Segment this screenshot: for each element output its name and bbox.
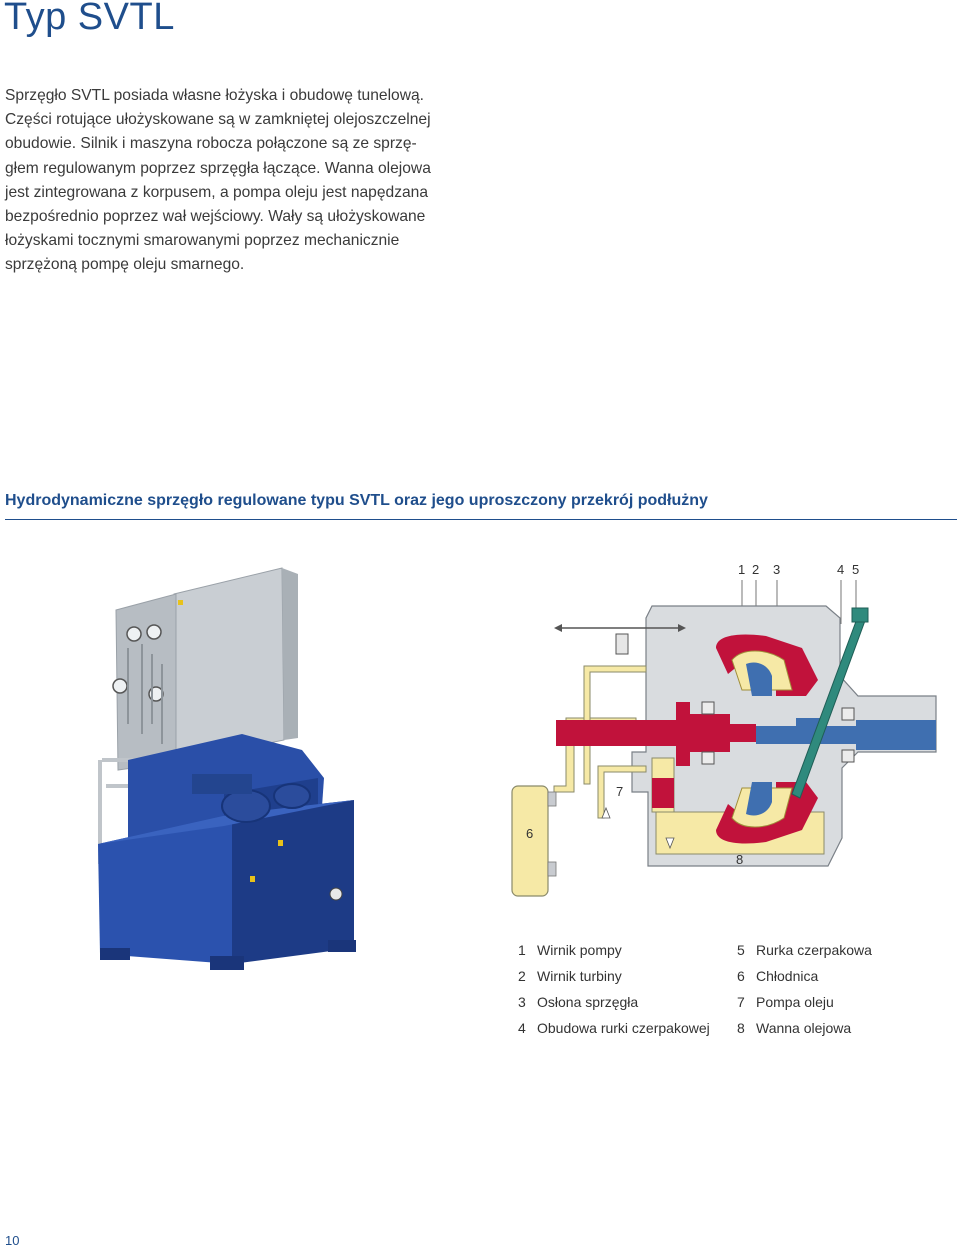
legend-item (518, 994, 737, 1020)
label-sump: 8 (736, 852, 744, 867)
intro-line: głem regulowanym poprzez sprzęgła łączące. Wanna olejowa (5, 159, 431, 177)
legend-number: 2 (518, 968, 526, 984)
legend-row (518, 1020, 948, 1046)
legend-label: Obudowa rurki czerpakowej (537, 1020, 710, 1036)
legend-number: 5 (737, 942, 745, 958)
intro-line: obudowie. Silnik i maszyna robocza połączone są ze sprzę- (5, 135, 417, 153)
legend-number: 6 (737, 968, 745, 984)
legend-label: Wirnik pompy (537, 942, 622, 958)
label-cooler: 6 (526, 826, 534, 841)
intro-paragraph (5, 84, 467, 278)
legend-number: 8 (737, 1020, 745, 1036)
legend-row (518, 968, 948, 994)
label-3: 3 (773, 562, 781, 577)
legend-label: Rurka czerpakowa (756, 942, 872, 958)
legend-item (737, 994, 834, 1020)
legend-label: Wanna olejowa (756, 1020, 852, 1036)
legend-item (737, 1020, 851, 1046)
legend-number: 7 (737, 994, 745, 1010)
legend-item (737, 942, 872, 968)
legend-number: 1 (518, 942, 526, 958)
legend-row (518, 942, 948, 968)
label-4: 4 (837, 562, 845, 577)
intro-line: bezpośrednio poprzez wał wejściowy. Wały są ułożyskowane (5, 208, 426, 226)
legend-number: 4 (518, 1020, 526, 1036)
legend-label: Osłona sprzęgła (537, 994, 639, 1010)
figure-caption: Hydrodynamiczne sprzęgło regulowane typu SVTL oraz jego uproszczony przekrój podłużny (5, 492, 957, 520)
legend-item (518, 1020, 737, 1046)
coupling-photo (92, 564, 362, 984)
page-number: 10 (5, 1233, 20, 1248)
legend-number: 3 (518, 994, 526, 1010)
label-pump: 7 (616, 784, 624, 799)
label-5: 5 (852, 562, 860, 577)
intro-line: jest zintegrowana z korpusem, a pompa oleju jest napędzana (5, 183, 429, 201)
page-title: Typ SVTL (4, 0, 175, 38)
legend-item (518, 968, 737, 994)
label-1: 1 (738, 562, 746, 577)
section-diagram (506, 556, 946, 902)
parts-legend (518, 942, 948, 1046)
intro-line: sprzężoną pompę oleju smarnego. (5, 256, 245, 274)
intro-line: Sprzęgło SVTL posiada własne łożyska i obudowę tunelową. (5, 87, 424, 104)
legend-item (518, 942, 737, 968)
legend-row (518, 994, 948, 1020)
label-2: 2 (752, 562, 760, 577)
legend-label: Chłodnica (756, 968, 819, 984)
intro-line: łożyskami tocznymi smarowanymi poprzez mechanicznie (5, 232, 400, 250)
legend-item (737, 968, 818, 994)
legend-label: Wirnik turbiny (537, 968, 622, 984)
legend-label: Pompa oleju (756, 994, 834, 1010)
intro-line: Części rotujące ułożyskowane są w zamkniętej olejoszczelnej (5, 111, 431, 129)
